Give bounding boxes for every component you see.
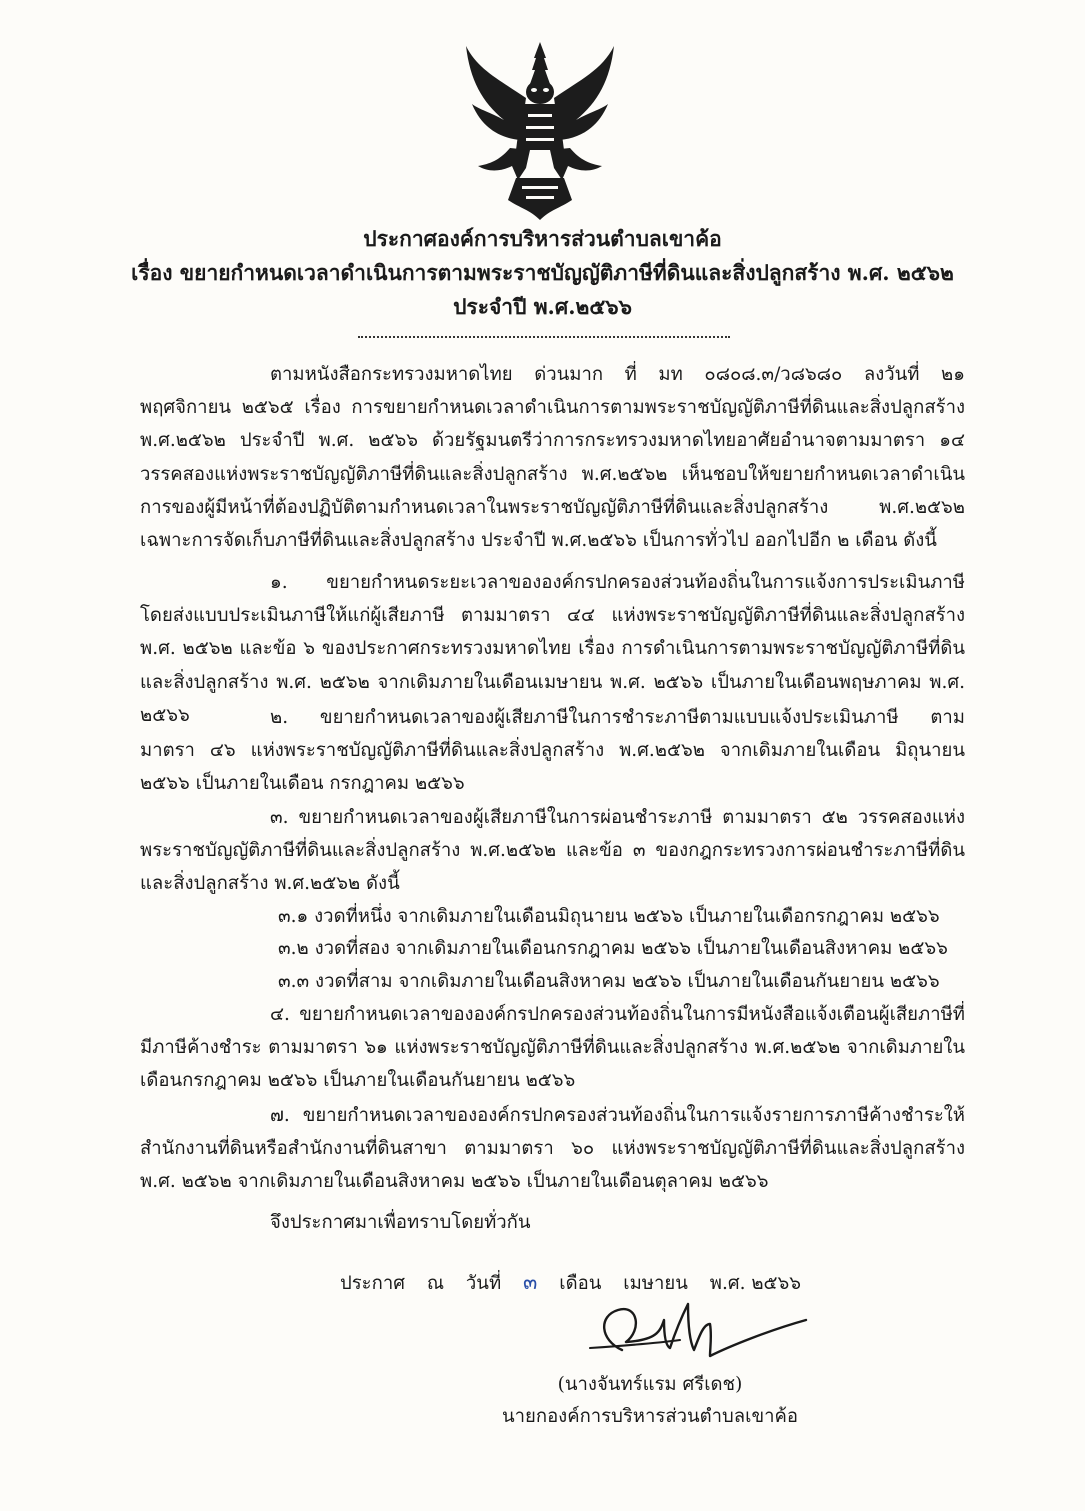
signer-position: นายกองค์การบริหารส่วนตำบลเขาค้อ <box>502 1406 798 1427</box>
item-7-paragraph: ๗. ขยายกำหนดเวลาขององค์กรปกครองส่วนท้องถิ่นในการแจ้งรายการภาษีค้างชำระให้สำนักงานที่ดินหรือสำนักงานที่ดินสาขา ตามมาตรา ๖๐ แห่งพระราชบัญญัติภาษีที่ดินและสิ่งปลูกสร้าง พ.ศ. ๒๕๖๒ จากเดิมภายในเดือนสิงหาคม ๒๕๖๖ เป็นภายในเดือนตุลาคม ๒๕๖๖ <box>140 1105 965 1193</box>
announcement-year: ประจำปี พ.ศ.๒๕๖๖ <box>453 294 632 319</box>
item-3-1: ๓.๑ งวดที่หนึ่ง จากเดิมภายในเดือนมิถุนายน ๒๕๖๖ เป็นภายในเดือกรกฎาคม ๒๕๖๖ <box>278 906 940 927</box>
item-3-3: ๓.๓ งวดที่สาม จากเดิมภายในเดือนสิงหาคม ๒๕๖๖ เป็นภายในเดือนกันยายน ๒๕๖๖ <box>278 971 940 992</box>
announced-label: ประกาศ <box>340 1273 405 1294</box>
item-3-2: ๓.๒ งวดที่สอง จากเดิมภายในเดือนกรกฎาคม ๒๕๖๖ เป็นภายในเดือนสิงหาคม ๒๕๖๖ <box>278 938 948 959</box>
intro-paragraph: ตามหนังสือกระทรวงมหาดไทย ด่วนมาก ที่ มท ๐๘๐๘.๓/ว๘๖๘๐ ลงวันที่ ๒๑ พฤศจิกายน ๒๕๖๕ เรื่อง การขยายกำหนดเวลาดำเนินการตามพระราชบัญญัติภาษีที่ดินและสิ่งปลูกสร้าง พ.ศ.๒๕๖๒ ประจำปี พ.ศ. ๒๕๖๖ ด้วยรัฐมนตรีว่าการกระทรวงมหาดไทยอาศัยอำนาจตามมาตรา ๑๔ วรรคสองแห่งพระราชบัญญัติภาษีที่ดินและสิ่งปลูกสร้าง พ.ศ.๒๕๖๒ เห็นชอบให้ขยายกำหนดเวลาดำเนินการของผู้มีหน้าที่ต้องปฏิบัติตามกำหนดเวลาในพระราชบัญญัติภาษีที่ดินและสิ่งปลูกสร้าง พ.ศ.๒๕๖๒ เฉพาะการจัดเก็บภาษีที่ดินและสิ่งปลูกสร้าง ประจำปี พ.ศ.๒๕๖๖ เป็นการทั่วไป ออกไปอีก ๒ เดือน ดังนี้ <box>140 364 965 552</box>
month-label: เดือน <box>559 1273 602 1294</box>
announcement-subject: เรื่อง ขยายกำหนดเวลาดำเนินการตามพระราชบัญญัติภาษีที่ดินและสิ่งปลูกสร้าง พ.ศ. ๒๕๖๒ <box>131 260 954 285</box>
closing-statement: จึงประกาศมาเพื่อทราบโดยทั่วกัน <box>270 1212 531 1233</box>
dotted-divider <box>358 336 730 338</box>
item-4-paragraph: ๔. ขยายกำหนดเวลาขององค์กรปกครองส่วนท้องถิ่นในการมีหนังสือแจ้งเตือนผู้เสียภาษีที่มีภาษีค้างชำระ ตามมาตรา ๖๑ แห่งพระราชบัญญัติภาษีที่ดินและสิ่งปลูกสร้าง พ.ศ.๒๕๖๒ จากเดิมภายในเดือนกรกฎาคม ๒๕๖๖ เป็นภายในเดือนกันยายน ๒๕๖๖ <box>140 1004 965 1092</box>
month-value: เมษายน <box>623 1273 688 1294</box>
day-value: ๓ <box>523 1270 538 1294</box>
item-3-paragraph: ๓. ขยายกำหนดเวลาของผู้เสียภาษีในการผ่อนชำระภาษี ตามมาตรา ๕๒ วรรคสองแห่งพระราชบัญญัติภาษีที่ดินและสิ่งปลูกสร้าง พ.ศ.๒๕๖๒ และข้อ ๓ ของกฎกระทรวงการผ่อนชำระภาษีที่ดินและสิ่งปลูกสร้าง พ.ศ.๒๕๖๒ ดังนี้ <box>140 807 965 895</box>
announcement-title: ประกาศองค์การบริหารส่วนตำบลเขาค้อ <box>363 226 722 251</box>
item-1-paragraph: ๑. ขยายกำหนดระยะเวลาขององค์กรปกครองส่วนท้องถิ่นในการแจ้งการประเมินภาษี โดยส่งแบบประเมินภาษีให้แก่ผู้เสียภาษี ตามมาตรา ๔๔ แห่งพระราชบัญญัติภาษีที่ดินและสิ่งปลูกสร้าง พ.ศ. ๒๕๖๒ และข้อ ๖ ของประกาศกระทรวงมหาดไทย เรื่อง การดำเนินการตามพระราชบัญญัติภาษีที่ดินและสิ่งปลูกสร้าง พ.ศ. ๒๕๖๒ จากเดิมภายในเดือนเมษายน พ.ศ. ๒๕๖๖ เป็นภายในเดือนพฤษภาคม พ.ศ. ๒๕๖๖ <box>140 572 965 726</box>
day-label: วันที่ <box>465 1273 502 1294</box>
garuda-emblem-icon <box>460 40 620 222</box>
year-value: พ.ศ. ๒๕๖๖ <box>709 1273 802 1294</box>
handwritten-signature <box>560 1290 820 1370</box>
signer-name: (นางจันทร์แรม ศรีเดช) <box>557 1374 743 1395</box>
item-2-paragraph: ๒. ขยายกำหนดเวลาของผู้เสียภาษีในการชำระภาษีตามแบบแจ้งประเมินภาษี ตามมาตรา ๔๖ แห่งพระราชบัญญัติภาษีที่ดินและสิ่งปลูกสร้าง พ.ศ.๒๕๖๒ จากเดิมภายในเดือน มิถุนายน ๒๕๖๖ เป็นภายในเดือน กรกฎาคม ๒๕๖๖ <box>140 707 965 795</box>
at-label: ณ <box>426 1273 445 1294</box>
